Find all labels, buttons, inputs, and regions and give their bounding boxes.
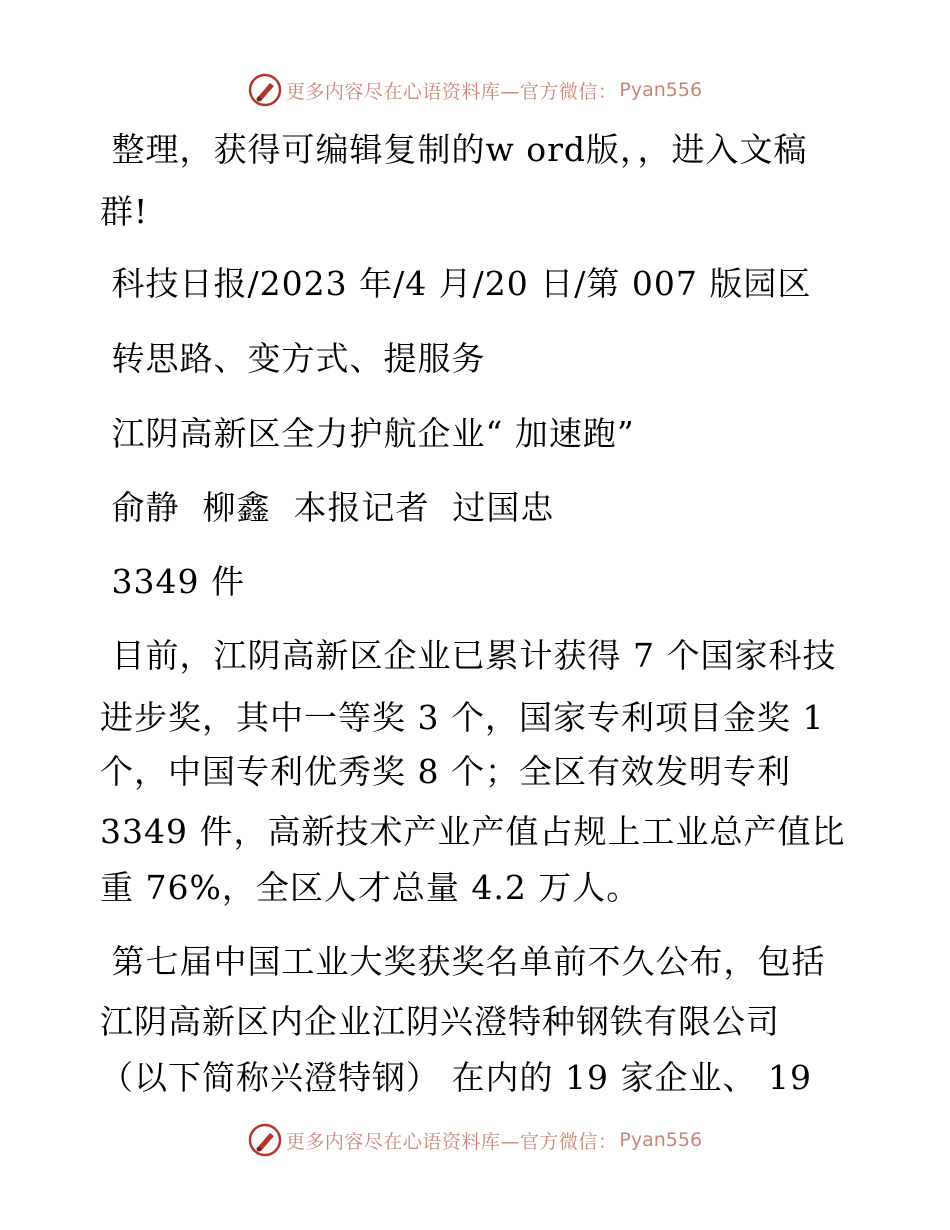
text-line: 群! <box>100 192 149 231</box>
footer-watermark <box>0 1120 950 1160</box>
text-line: 目前，江阴高新区企业已累计获得 7 个国家科技 <box>100 636 837 675</box>
watermark-text: 更多内容尽在心语资料库—官方微信： <box>285 1130 618 1153</box>
text-line: 江阴高新区全力护航企业“ 加速跑” <box>100 414 635 453</box>
text-line: （以下简称兴澄特钢） 在内的 19 家企业、 19 <box>100 1058 812 1097</box>
pen-logo-icon <box>248 1123 282 1157</box>
text-line: 进步奖，其中一等奖 3 个，国家专利项目金奖 1 <box>100 698 825 737</box>
watermark-wechat-id: Pyan556 <box>619 1129 703 1151</box>
watermark-text: 更多内容尽在心语资料库—官方微信： <box>285 80 618 103</box>
text-line: 重 76%，全区人才总量 4.2 万人。 <box>100 868 641 907</box>
text-line: 科技日报/2023 年/4 月/20 日/第 007 版园区 <box>100 264 812 303</box>
text-line: 整理，获得可编辑复制的w ord版，，进入文稿 <box>100 130 808 169</box>
text-line: 个，中国专利优秀奖 8 个；全区有效发明专利 <box>100 752 791 791</box>
text-line: 江阴高新区内企业江阴兴澄特种钢铁有限公司 <box>100 1002 780 1041</box>
text-line: 转思路、变方式、提服务 <box>100 339 486 378</box>
watermark-wechat-id: Pyan556 <box>619 79 703 101</box>
text-line: 3349 件 <box>100 562 245 601</box>
text-line: 俞静 柳鑫 本报记者 过国忠 <box>100 488 555 527</box>
text-line: 3349 件，高新技术产业产值占规上工业总产值比 <box>100 812 846 851</box>
pen-logo-icon <box>248 73 282 107</box>
text-line: 第七届中国工业大奖获奖名单前不久公布，包括 <box>100 942 826 981</box>
header-watermark <box>0 70 950 110</box>
